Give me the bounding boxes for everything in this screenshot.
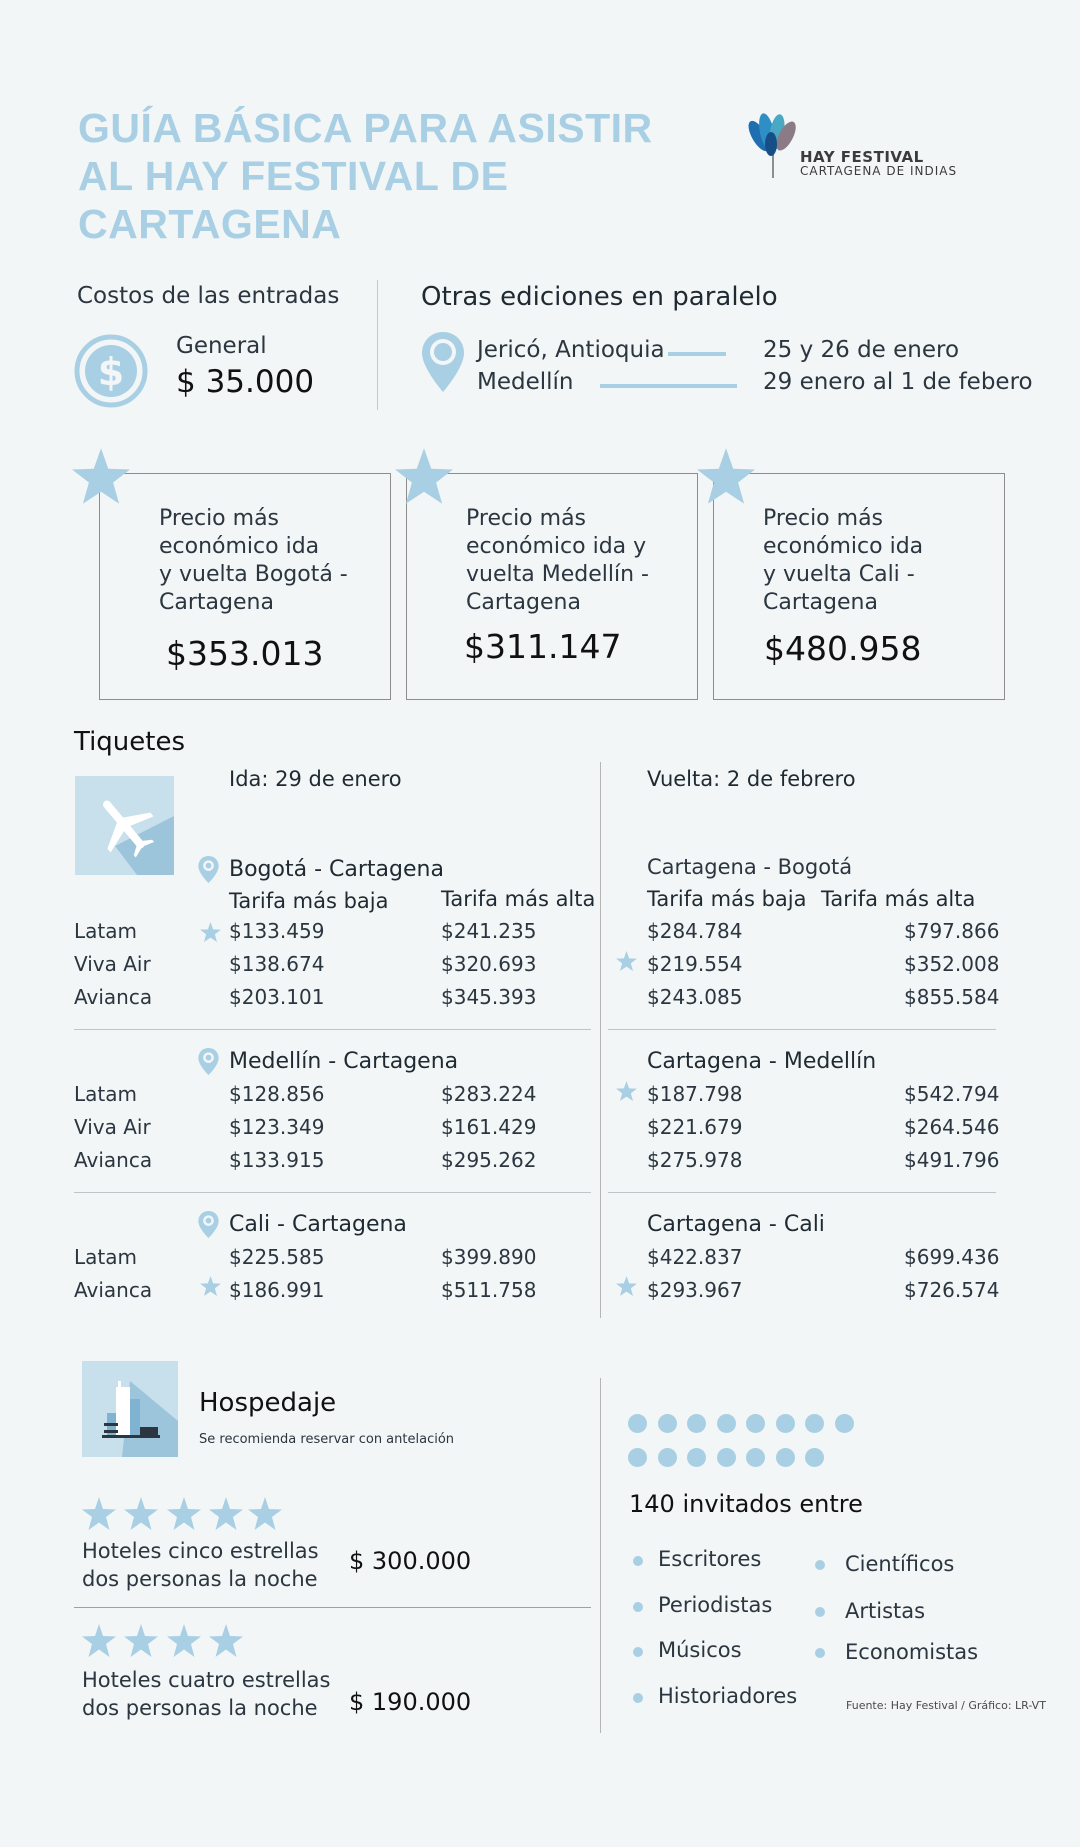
guest-dot bbox=[746, 1414, 765, 1433]
guest-dots bbox=[628, 1414, 868, 1467]
hotel-line: dos personas la noche bbox=[82, 1696, 318, 1720]
star-icon bbox=[616, 1276, 637, 1296]
star-icon bbox=[82, 1624, 116, 1657]
invitados-heading: 140 invitados entre bbox=[629, 1490, 863, 1518]
fare-low: $138.674 bbox=[229, 952, 325, 976]
fare-high: $542.794 bbox=[904, 1082, 1000, 1106]
fare-low: $219.554 bbox=[647, 952, 743, 976]
fare-high: $855.584 bbox=[904, 985, 1000, 1009]
star-icon bbox=[209, 1624, 243, 1657]
ida-route-bogota: Bogotá - Cartagena bbox=[229, 857, 444, 882]
hay-festival-logo-icon bbox=[745, 112, 805, 182]
precio-text-line: económico ida bbox=[159, 534, 320, 559]
source-note: Fuente: Hay Festival / Gráfico: LR-VT bbox=[846, 1699, 1046, 1712]
fare-low: $422.837 bbox=[647, 1245, 743, 1269]
col-low-header: Tarifa más baja bbox=[647, 887, 807, 911]
ediciones-heading: Otras ediciones en paralelo bbox=[421, 282, 778, 312]
precio-box-bogota bbox=[99, 473, 391, 700]
vuelta-route-bogota: Cartagena - Bogotá bbox=[647, 855, 853, 879]
bullet-icon bbox=[815, 1648, 825, 1658]
star-icon bbox=[167, 1624, 201, 1657]
vuelta-route-cali: Cartagena - Cali bbox=[647, 1212, 825, 1237]
fare-high: $352.008 bbox=[904, 952, 1000, 976]
title-line-1: GUÍA BÁSICA PARA ASISTIR bbox=[78, 105, 653, 151]
svg-text:$: $ bbox=[97, 350, 125, 394]
fare-high: $726.574 bbox=[904, 1278, 1000, 1302]
star-icon bbox=[124, 1624, 158, 1657]
invitado-category: Músicos bbox=[658, 1638, 742, 1662]
fare-high: $283.224 bbox=[441, 1082, 537, 1106]
guest-dot bbox=[628, 1448, 647, 1467]
fare-high: $295.262 bbox=[441, 1148, 537, 1172]
bullet-icon bbox=[633, 1647, 643, 1657]
star-icon bbox=[248, 1497, 282, 1530]
guest-dot bbox=[658, 1414, 677, 1433]
col-high-header: Tarifa más alta bbox=[821, 887, 976, 911]
location-pin-icon bbox=[197, 1047, 220, 1076]
fare-low: $128.856 bbox=[229, 1082, 325, 1106]
building-icon bbox=[82, 1361, 178, 1457]
guest-dot bbox=[658, 1448, 677, 1467]
precio-text-line: Precio más bbox=[466, 506, 587, 531]
divider-vertical-bottom bbox=[600, 1378, 601, 1733]
precio-box-text bbox=[466, 505, 649, 617]
divider-vertical-tiquetes bbox=[600, 762, 601, 1318]
tiquetes-heading: Tiquetes bbox=[74, 727, 186, 757]
fare-high: $699.436 bbox=[904, 1245, 1000, 1269]
star-icon bbox=[200, 922, 221, 942]
entrada-label: General bbox=[176, 333, 267, 359]
page-title bbox=[78, 104, 758, 248]
star-icon bbox=[616, 951, 637, 971]
divider-horizontal bbox=[608, 1029, 996, 1030]
fare-low: $293.967 bbox=[647, 1278, 743, 1302]
fare-high: $161.429 bbox=[441, 1115, 537, 1139]
star-icon bbox=[697, 448, 755, 504]
ida-label: Ida: 29 de enero bbox=[229, 767, 402, 791]
invitado-category: Escritores bbox=[658, 1547, 762, 1571]
logo-text-primary: HAY FESTIVAL bbox=[800, 148, 924, 166]
fare-low: $186.991 bbox=[229, 1278, 325, 1302]
precio-text-line: vuelta Medellín - bbox=[466, 562, 649, 587]
fare-high: $264.546 bbox=[904, 1115, 1000, 1139]
precio-box-text bbox=[763, 505, 923, 617]
star-icon bbox=[616, 1081, 637, 1101]
location-pin-icon bbox=[197, 1210, 220, 1239]
guest-dot bbox=[746, 1448, 765, 1467]
hospedaje-subtitle: Se recomienda reservar con antelación bbox=[199, 1432, 455, 1447]
precio-text-line: Cartagena bbox=[763, 590, 878, 615]
precio-box-cali bbox=[713, 473, 1005, 700]
precio-text-line: y vuelta Cali - bbox=[763, 562, 915, 587]
airline-name: Avianca bbox=[74, 985, 153, 1009]
edicion-place-1: Jericó, Antioquia bbox=[477, 337, 665, 363]
divider-vertical-top bbox=[377, 280, 378, 410]
star-icon bbox=[82, 1497, 116, 1530]
guest-dot bbox=[776, 1414, 795, 1433]
fare-high: $399.890 bbox=[441, 1245, 537, 1269]
edicion-connector-2 bbox=[600, 384, 737, 388]
invitado-category: Economistas bbox=[845, 1640, 979, 1664]
five-star-rating bbox=[82, 1497, 282, 1535]
fare-low: $221.679 bbox=[647, 1115, 743, 1139]
fare-high: $491.796 bbox=[904, 1148, 1000, 1172]
airline-name: Latam bbox=[74, 919, 137, 943]
hotel-4-price: $ 190.000 bbox=[349, 1688, 472, 1716]
star-icon bbox=[72, 448, 130, 504]
ida-route-cali: Cali - Cartagena bbox=[229, 1212, 407, 1237]
divider-horizontal bbox=[74, 1607, 591, 1608]
precio-box-price: $311.147 bbox=[464, 627, 622, 666]
logo-text-secondary: CARTAGENA DE INDIAS bbox=[800, 164, 958, 178]
fare-low: $187.798 bbox=[647, 1082, 743, 1106]
edicion-connector-1 bbox=[668, 352, 726, 356]
precio-text-line: Precio más bbox=[159, 506, 280, 531]
star-icon bbox=[209, 1497, 243, 1530]
dollar-coin-icon bbox=[73, 333, 149, 409]
precio-text-line: y vuelta Bogotá - bbox=[159, 562, 348, 587]
bullet-icon bbox=[815, 1607, 825, 1617]
airline-name: Viva Air bbox=[74, 1115, 151, 1139]
fare-low: $203.101 bbox=[229, 985, 325, 1009]
hotel-5-price: $ 300.000 bbox=[349, 1547, 472, 1575]
bullet-icon bbox=[633, 1556, 643, 1566]
guest-dot bbox=[687, 1448, 706, 1467]
four-star-rating bbox=[82, 1624, 252, 1662]
star-icon bbox=[395, 448, 453, 504]
bullet-icon bbox=[815, 1560, 825, 1570]
hotel-4-description bbox=[82, 1666, 330, 1722]
bullet-icon bbox=[633, 1693, 643, 1703]
edicion-date-2: 29 enero al 1 de febero bbox=[763, 369, 1033, 395]
fare-high: $241.235 bbox=[441, 919, 537, 943]
fare-low: $133.915 bbox=[229, 1148, 325, 1172]
airline-name: Latam bbox=[74, 1245, 137, 1269]
title-line-2: AL HAY FESTIVAL DE CARTAGENA bbox=[78, 153, 509, 247]
airline-name: Latam bbox=[74, 1082, 137, 1106]
fare-high: $797.866 bbox=[904, 919, 1000, 943]
airline-name: Avianca bbox=[74, 1278, 153, 1302]
fare-low: $123.349 bbox=[229, 1115, 325, 1139]
vuelta-label: Vuelta: 2 de febrero bbox=[647, 767, 856, 791]
edicion-date-1: 25 y 26 de enero bbox=[763, 337, 960, 363]
precio-text-line: Cartagena bbox=[466, 590, 581, 615]
invitado-category: Periodistas bbox=[658, 1593, 773, 1617]
location-pin-icon bbox=[197, 855, 220, 884]
location-pin-icon bbox=[420, 330, 466, 394]
edicion-place-2: Medellín bbox=[477, 369, 574, 395]
invitado-category: Artistas bbox=[845, 1599, 926, 1623]
hotel-line: dos personas la noche bbox=[82, 1567, 318, 1591]
fare-low: $225.585 bbox=[229, 1245, 325, 1269]
col-low-header: Tarifa más baja bbox=[229, 889, 389, 913]
guest-dot bbox=[628, 1414, 647, 1433]
precio-text-line: económico ida bbox=[763, 534, 924, 559]
precio-text-line: Precio más bbox=[763, 506, 884, 531]
airline-name: Avianca bbox=[74, 1148, 153, 1172]
precio-box-text bbox=[159, 505, 348, 617]
divider-horizontal bbox=[608, 1192, 996, 1193]
hospedaje-heading: Hospedaje bbox=[199, 1388, 337, 1418]
hotel-5-description bbox=[82, 1537, 319, 1593]
precio-box-price: $480.958 bbox=[764, 629, 922, 668]
hotel-line: Hoteles cinco estrellas bbox=[82, 1539, 319, 1563]
fare-high: $320.693 bbox=[441, 952, 537, 976]
precio-box-price: $353.013 bbox=[166, 634, 324, 673]
invitado-category: Historiadores bbox=[658, 1684, 798, 1708]
guest-dot bbox=[805, 1448, 824, 1467]
fare-low: $133.459 bbox=[229, 919, 325, 943]
guest-dot bbox=[835, 1414, 854, 1433]
guest-dot bbox=[717, 1414, 736, 1433]
fare-high: $511.758 bbox=[441, 1278, 537, 1302]
fare-low: $275.978 bbox=[647, 1148, 743, 1172]
precio-text-line: económico ida y bbox=[466, 534, 647, 559]
star-icon bbox=[124, 1497, 158, 1530]
divider-horizontal bbox=[74, 1192, 591, 1193]
hotel-line: Hoteles cuatro estrellas bbox=[82, 1668, 331, 1692]
guest-dot bbox=[687, 1414, 706, 1433]
fare-high: $345.393 bbox=[441, 985, 537, 1009]
guest-dot bbox=[805, 1414, 824, 1433]
ida-route-medellin: Medellín - Cartagena bbox=[229, 1049, 459, 1074]
precio-text-line: Cartagena bbox=[159, 590, 274, 615]
fare-low: $243.085 bbox=[647, 985, 743, 1009]
guest-dot bbox=[776, 1448, 795, 1467]
fare-low: $284.784 bbox=[647, 919, 743, 943]
invitado-category: Científicos bbox=[845, 1552, 955, 1576]
divider-horizontal bbox=[74, 1029, 591, 1030]
entrada-price: $ 35.000 bbox=[176, 364, 315, 400]
bullet-icon bbox=[633, 1602, 643, 1612]
precio-box-medellin bbox=[406, 473, 698, 700]
star-icon bbox=[167, 1497, 201, 1530]
star-icon bbox=[200, 1276, 221, 1296]
vuelta-route-medellin: Cartagena - Medellín bbox=[647, 1049, 877, 1074]
entradas-heading: Costos de las entradas bbox=[77, 283, 340, 309]
airline-name: Viva Air bbox=[74, 952, 151, 976]
col-high-header: Tarifa más alta bbox=[441, 887, 596, 911]
guest-dot bbox=[717, 1448, 736, 1467]
airplane-icon bbox=[75, 776, 174, 875]
